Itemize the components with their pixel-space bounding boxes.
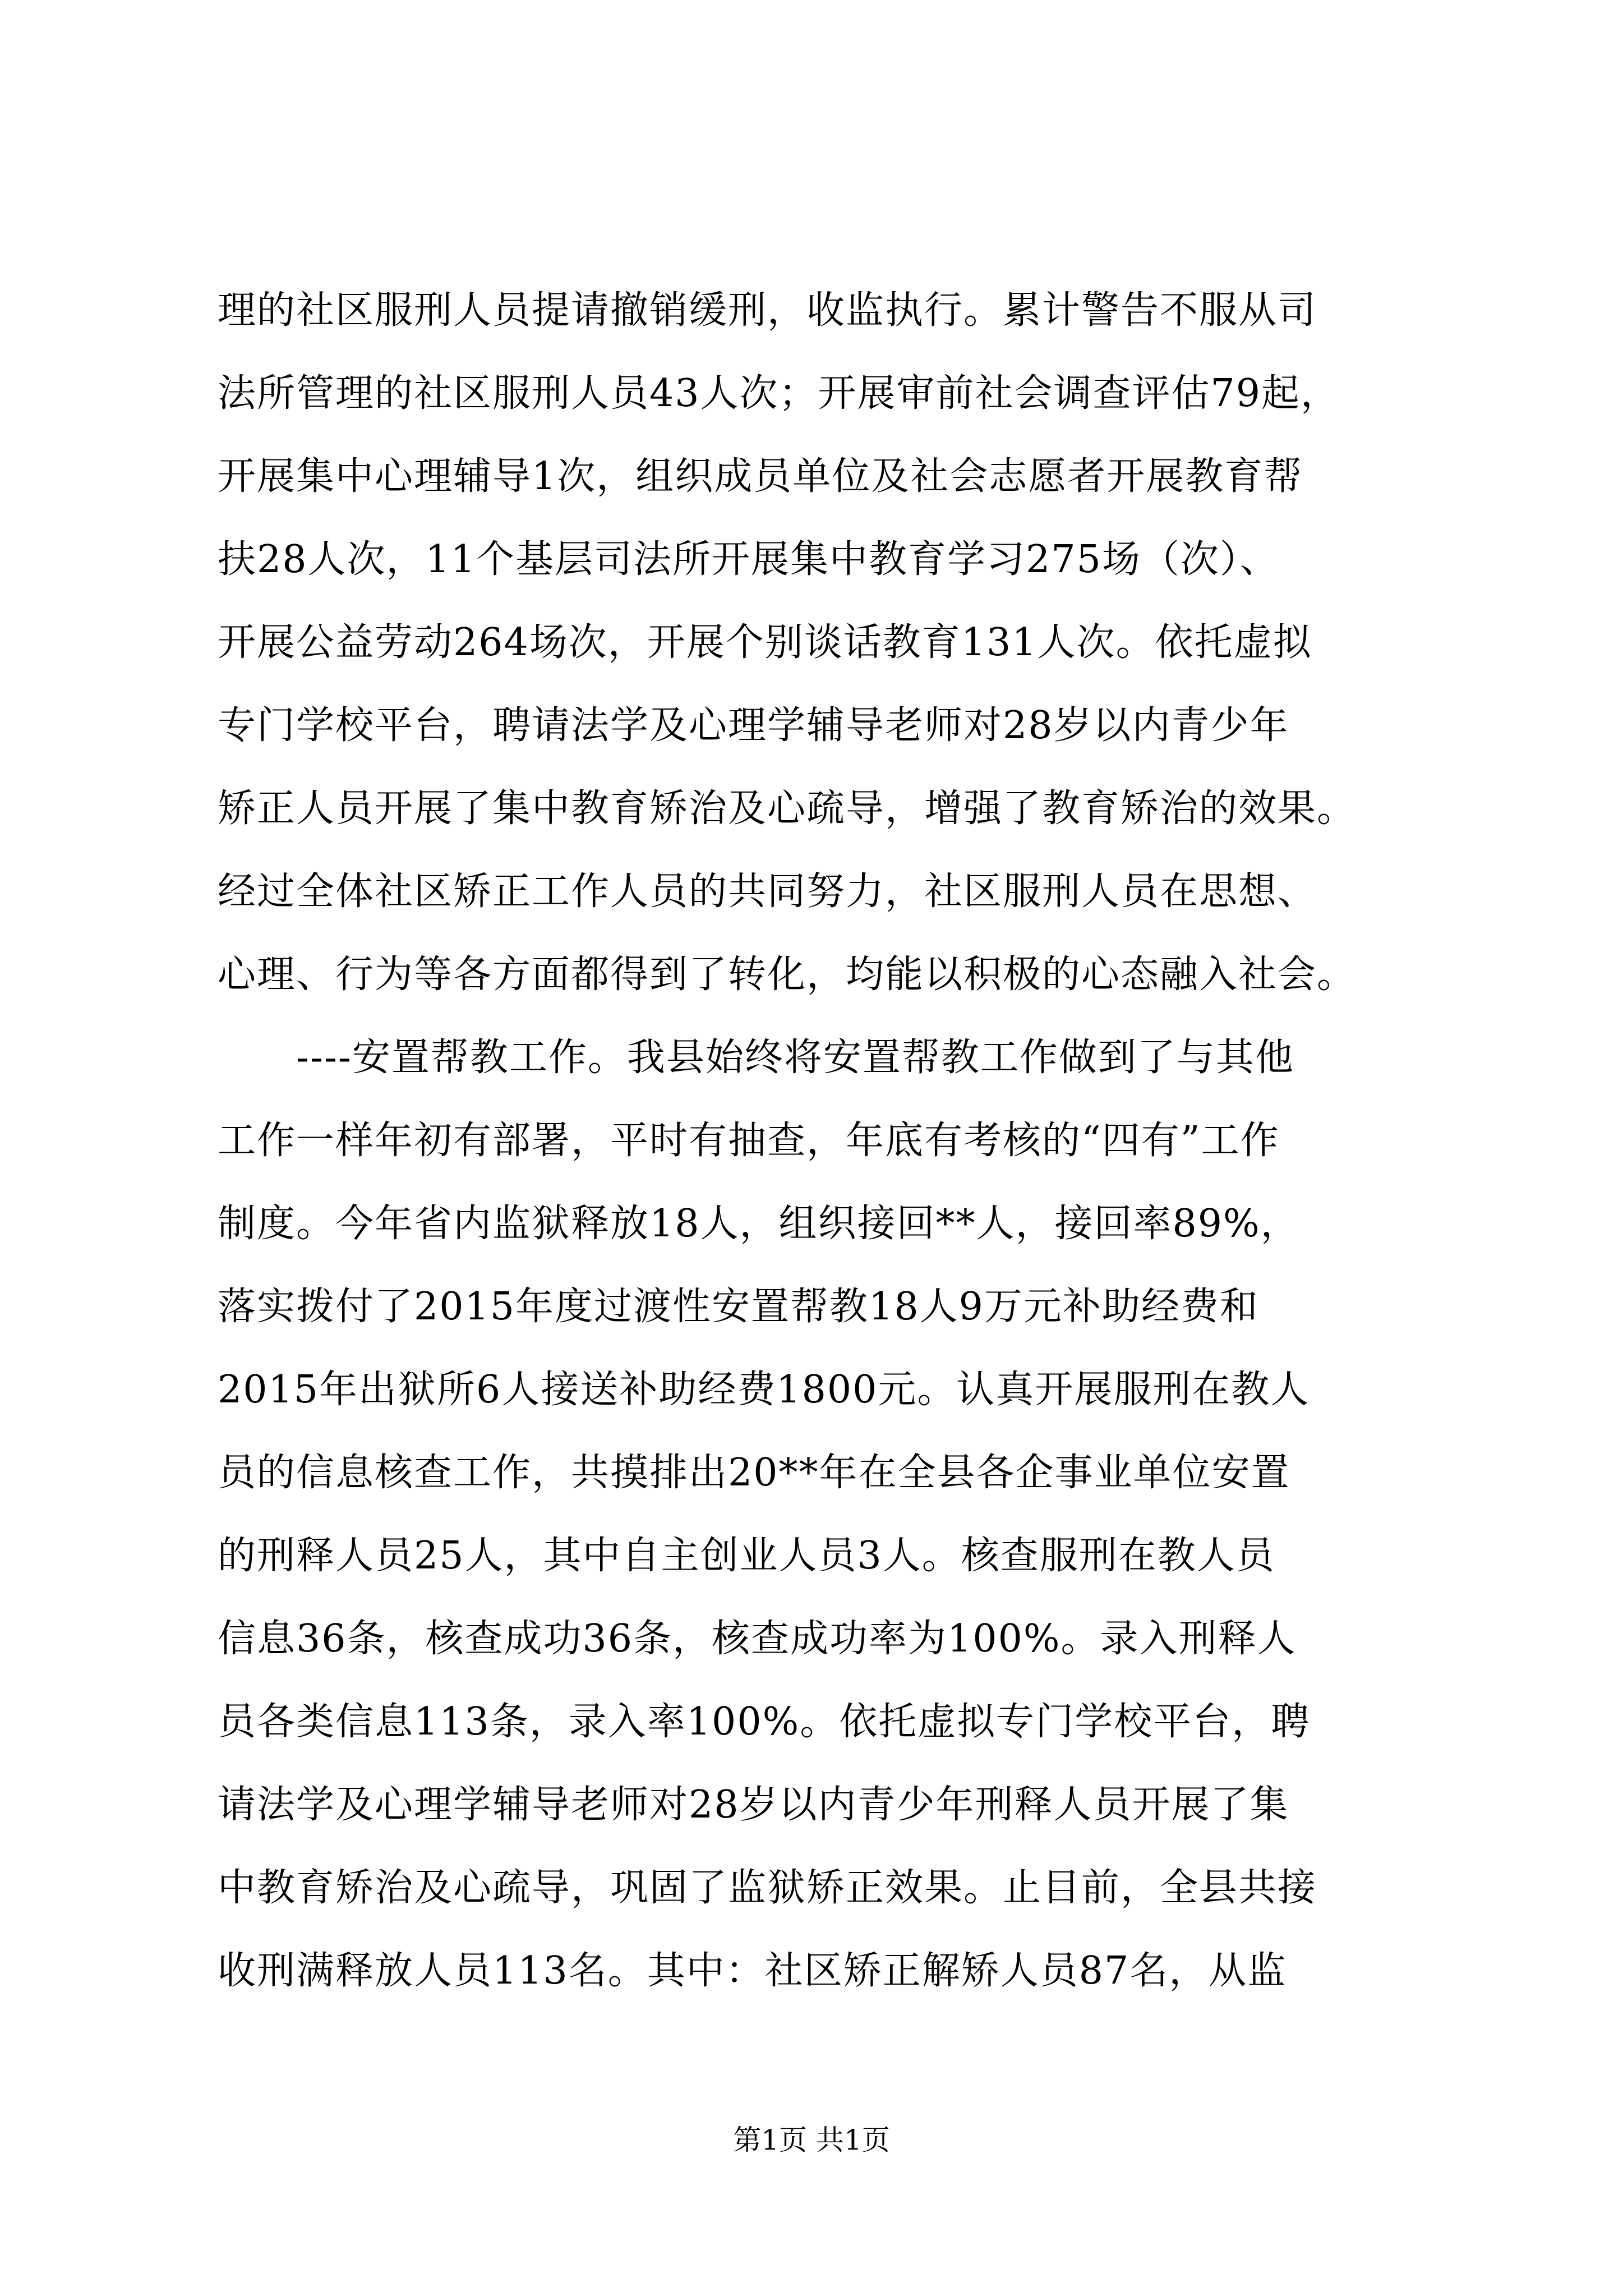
text-line: 信息36条，核查成功36条，核查成功率为100%。录入刑释人 (218, 1617, 1297, 1661)
text-line: 法所管理的社区服刑人员43人次；开展审前社会调查评估79起， (218, 371, 1340, 416)
page-footer (0, 2120, 1623, 2160)
text-line: 开展集中心理辅导1次，组织成员单位及社会志愿者开展教育帮 (218, 454, 1303, 499)
text-line: 员各类信息113条，录入率100%。依托虚拟专门学校平台，聘 (218, 1700, 1311, 1744)
text-line: 工作一样年初有部署，平时有抽查，年底有考核的“四有”工作 (218, 1119, 1280, 1163)
text-line: 制度。今年省内监狱释放18人，组织接回**人，接回率89%， (218, 1202, 1300, 1246)
text-line: 经过全体社区矫正工作人员的共同努力，社区服刑人员在思想、 (218, 869, 1317, 914)
text-line: 落实拨付了2015年度过渡性安置帮教18人9万元补助经费和 (218, 1285, 1259, 1329)
text-line: 扶28人次，11个基层司法所开展集中教育学习275场（次）、 (218, 537, 1279, 582)
text-line: 开展公益劳动264场次，开展个别谈话教育131人次。依托虚拟 (218, 620, 1312, 665)
text-line: 的刑释人员25人，其中自主创业人员3人。核查服刑在教人员 (218, 1534, 1275, 1578)
text-line: 中教育矫治及心疏导，巩固了监狱矫正效果。止目前，全县共接 (218, 1866, 1317, 1910)
page-number: 第1页 共1页 (733, 2124, 890, 2156)
text-line: 矫正人员开展了集中教育矫治及心疏导，增强了教育矫治的效果。 (218, 786, 1357, 831)
text-line: ----安置帮教工作。我县始终将安置帮教工作做到了与其他 (218, 1036, 1294, 1080)
text-line: 2015年出狱所6人接送补助经费1800元。认真开展服刑在教人 (218, 1368, 1310, 1412)
text-line: 心理、行为等各方面都得到了转化，均能以积极的心态融入社会。 (218, 953, 1357, 997)
text-line: 专门学校平台，聘请法学及心理学辅导老师对28岁以内青少年 (218, 703, 1289, 748)
text-line: 收刑满释放人员113名。其中：社区矫正解矫人员87名，从监 (218, 1949, 1287, 1993)
text-line: 理的社区服刑人员提请撤销缓刑，收监执行。累计警告不服从司 (218, 288, 1317, 333)
text-line: 员的信息核查工作，共摸排出20**年在全县各企事业单位安置 (218, 1451, 1290, 1495)
document-body (218, 269, 1423, 2013)
text-line: 请法学及心理学辅导老师对28岁以内青少年刑释人员开展了集 (218, 1783, 1289, 1827)
